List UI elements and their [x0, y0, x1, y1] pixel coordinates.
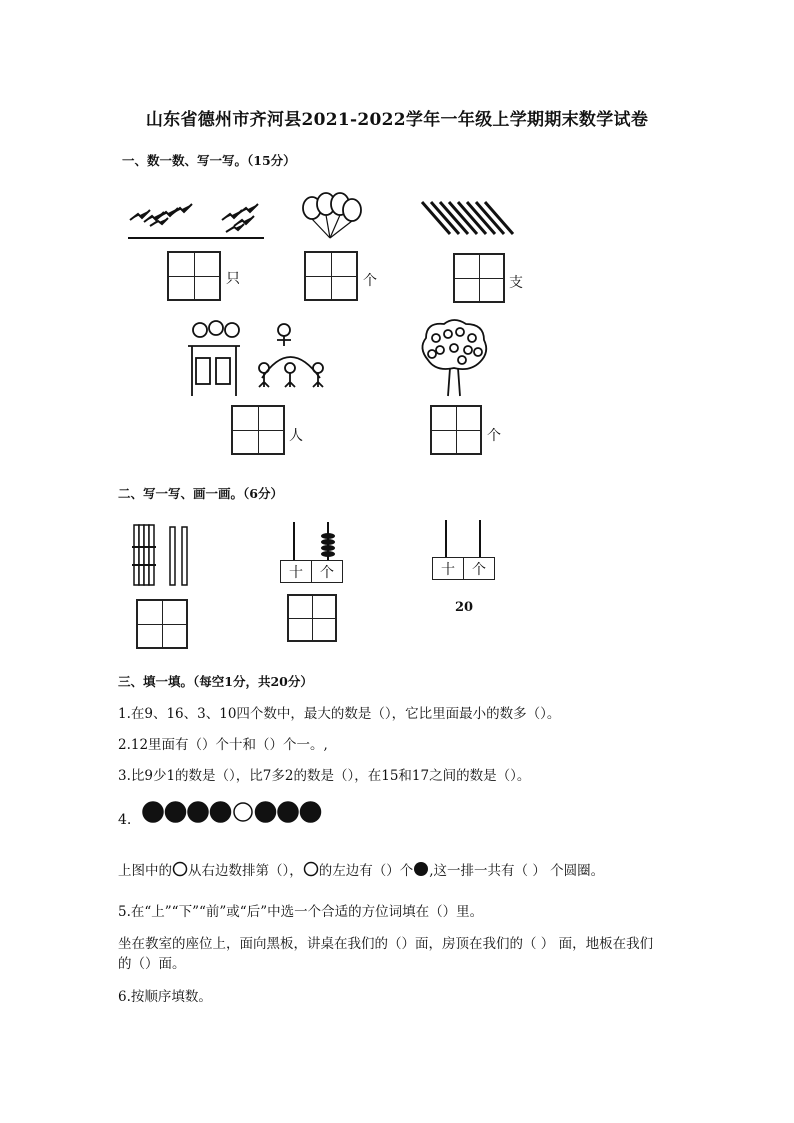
section-2-heading: 二、写一写、画一画。（6分）	[118, 486, 283, 501]
filled-circle	[143, 802, 163, 822]
question-4-label: 4.	[118, 812, 132, 828]
unit-label: 个	[487, 428, 501, 444]
count-box-balloons[interactable]	[304, 251, 358, 301]
abacus-rods-1	[280, 520, 344, 560]
children-picture	[178, 318, 338, 398]
filled-circle	[188, 802, 208, 822]
hollow-circle	[234, 803, 252, 821]
circle-row	[142, 800, 326, 824]
question-4-part: 的左边有（）个	[318, 863, 414, 879]
unit-label: 只	[226, 271, 240, 287]
unit-label: 人	[289, 428, 303, 444]
question-3: 3.比9少1的数是（），比7多2的数是（），在15和17之间的数是（）。	[118, 768, 531, 784]
count-box-pencils[interactable]	[453, 253, 505, 303]
ones-label: 个	[463, 558, 494, 579]
write-box-abacus[interactable]	[287, 594, 337, 642]
sticks-bundle-picture	[132, 525, 192, 587]
question-2: 2.12里面有（）个十和（）个一。,	[118, 737, 328, 753]
abacus-rods-2	[432, 518, 496, 558]
filled-circle-icon	[413, 861, 429, 877]
apple-tree-picture	[418, 318, 490, 398]
count-box-apples[interactable]	[430, 405, 482, 455]
question-4-part: ,这一排一共有（ ） 个圆圈。	[429, 863, 605, 879]
abacus-value: 20	[455, 600, 474, 615]
count-box-children[interactable]	[231, 405, 285, 455]
question-5: 5.在“上”“下”“前”或“后”中选一个合适的方位词填在（）里。	[118, 904, 484, 920]
pencils-picture	[420, 200, 520, 236]
ones-label: 个	[311, 561, 342, 582]
question-4-part: 从右边数排第（），	[188, 863, 303, 879]
question-5-line-2: 的（）面。	[118, 956, 186, 972]
hollow-circle-icon	[172, 861, 188, 877]
count-box-birds[interactable]	[167, 251, 221, 301]
question-1: 1.在9、16、3、10四个数中，最大的数是（），它比里面最小的数多（）。	[118, 706, 561, 722]
page-title: 山东省德州市齐河县2021-2022学年一年级上学期期末数学试卷	[145, 110, 649, 130]
section-3-heading: 三、填一填。（每空1分，共20分）	[118, 674, 313, 689]
birds-picture	[126, 198, 266, 242]
hollow-circle-icon	[303, 861, 319, 877]
abacus-place-value-1	[280, 560, 343, 583]
abacus-place-value-2[interactable]	[432, 557, 495, 580]
question-4-text	[118, 859, 604, 879]
filled-circle	[278, 802, 298, 822]
unit-label: 个	[363, 273, 377, 289]
tens-label: 十	[289, 564, 303, 581]
filled-circle	[256, 802, 276, 822]
question-6: 6.按顺序填数。	[118, 989, 212, 1005]
balloons-picture	[300, 194, 364, 242]
tens-label: 十	[441, 561, 455, 578]
filled-circle	[166, 802, 186, 822]
question-5-line-1: 坐在教室的座位上，面向黑板，讲桌在我们的（）面，房顶在我们的（ ） 面，地板在我们	[118, 936, 654, 952]
question-4-part: 上图中的	[118, 863, 172, 879]
filled-circle	[301, 802, 321, 822]
section-1-heading: 一、数一数、写一写。（15分）	[122, 153, 296, 168]
filled-circle	[211, 802, 231, 822]
unit-label: 支	[509, 275, 523, 291]
write-box-sticks[interactable]	[136, 599, 188, 649]
